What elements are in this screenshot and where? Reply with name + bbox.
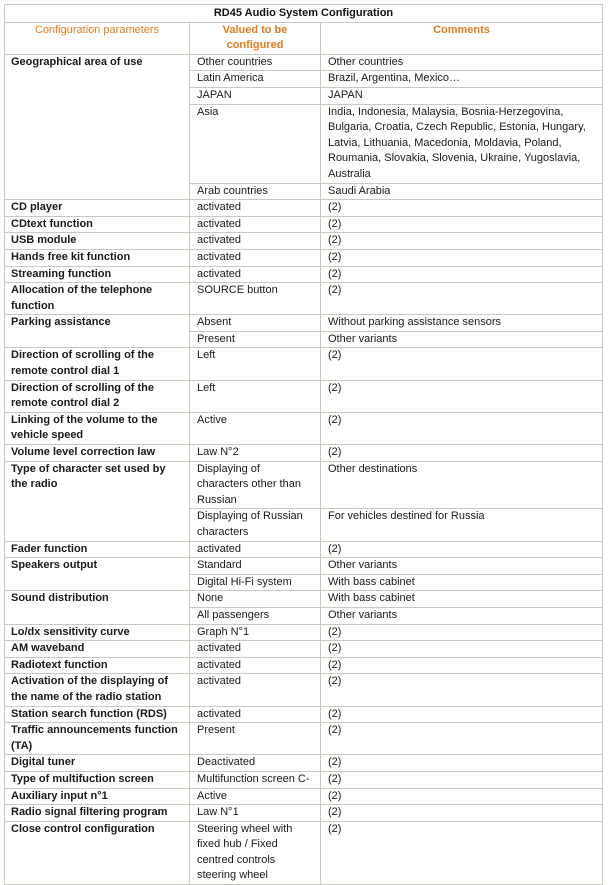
param-cell: AM waveband: [5, 641, 190, 658]
value-cell: Left: [190, 348, 321, 380]
comment-cell: (2): [321, 641, 603, 658]
table-row: [5, 624, 603, 641]
value-cell: Digital Hi-Fi system: [190, 574, 321, 591]
param-cell: USB module: [5, 233, 190, 250]
param-cell: Direction of scrolling of the remote control dial 1: [5, 348, 190, 380]
value-cell: Active: [190, 412, 321, 444]
value-cell: Multifunction screen C-: [190, 771, 321, 788]
param-cell: Linking of the volume to the vehicle speed: [5, 412, 190, 444]
value-cell: activated: [190, 266, 321, 283]
title-row: [5, 5, 603, 23]
comment-cell: For vehicles destined for Russia: [321, 509, 603, 541]
comment-cell: (2): [321, 805, 603, 822]
value-cell: Steering wheel with fixed hub / Fixed centred controls steering wheel: [190, 821, 321, 884]
comment-cell: (2): [321, 771, 603, 788]
comment-cell: (2): [321, 674, 603, 706]
comment-cell: Other countries: [321, 54, 603, 71]
value-cell: activated: [190, 249, 321, 266]
table-row: [5, 723, 603, 755]
table-row: [5, 461, 603, 509]
comment-cell: Brazil, Argentina, Mexico…: [321, 71, 603, 88]
param-cell: Fader function: [5, 541, 190, 558]
param-cell: Digital tuner: [5, 755, 190, 772]
header-comments: Comments: [321, 22, 603, 54]
value-cell: Absent: [190, 315, 321, 332]
value-cell: JAPAN: [190, 87, 321, 104]
comment-cell: (2): [321, 249, 603, 266]
value-cell: Present: [190, 723, 321, 755]
param-cell: Streaming function: [5, 266, 190, 283]
table-row: [5, 674, 603, 706]
value-cell: Asia: [190, 104, 321, 183]
comment-cell: With bass cabinet: [321, 591, 603, 608]
param-cell: Geographical area of use: [5, 54, 190, 199]
value-cell: Law N°2: [190, 445, 321, 462]
table-row: [5, 348, 603, 380]
comment-cell: (2): [321, 821, 603, 884]
value-cell: Displaying of Russian characters: [190, 509, 321, 541]
value-cell: activated: [190, 641, 321, 658]
table-row: [5, 771, 603, 788]
header-configuration-parameters: Configuration parameters: [5, 22, 190, 54]
comment-cell: (2): [321, 348, 603, 380]
value-cell: activated: [190, 233, 321, 250]
comment-cell: (2): [321, 233, 603, 250]
param-cell: Radio signal filtering program: [5, 805, 190, 822]
table-row: [5, 821, 603, 884]
table-row: [5, 233, 603, 250]
comment-cell: (2): [321, 706, 603, 723]
param-cell: Radiotext function: [5, 657, 190, 674]
param-cell: Activation of the displaying of the name of the radio station: [5, 674, 190, 706]
comment-cell: JAPAN: [321, 87, 603, 104]
table-row: [5, 54, 603, 71]
value-cell: Displaying of characters other than Russian: [190, 461, 321, 509]
table-title: RD45 Audio System Configuration: [5, 5, 603, 23]
param-cell: Lo/dx sensitivity curve: [5, 624, 190, 641]
value-cell: Law N°1: [190, 805, 321, 822]
comment-cell: (2): [321, 624, 603, 641]
comment-cell: Without parking assistance sensors: [321, 315, 603, 332]
configuration-table: [4, 4, 603, 885]
table-row: [5, 641, 603, 658]
param-cell: Auxiliary input n°1: [5, 788, 190, 805]
value-cell: Latin America: [190, 71, 321, 88]
table-row: [5, 541, 603, 558]
table-row: [5, 266, 603, 283]
value-cell: None: [190, 591, 321, 608]
value-cell: activated: [190, 216, 321, 233]
param-cell: Sound distribution: [5, 591, 190, 624]
table-row: [5, 558, 603, 575]
value-cell: activated: [190, 657, 321, 674]
comment-cell: (2): [321, 200, 603, 217]
comment-cell: With bass cabinet: [321, 574, 603, 591]
comment-cell: (2): [321, 541, 603, 558]
table-row: [5, 283, 603, 315]
param-cell: Traffic announcements function (TA): [5, 723, 190, 755]
comment-cell: (2): [321, 412, 603, 444]
value-cell: activated: [190, 706, 321, 723]
value-cell: All passengers: [190, 607, 321, 624]
param-cell: Hands free kit function: [5, 249, 190, 266]
comment-cell: (2): [321, 266, 603, 283]
param-cell: Close control configuration: [5, 821, 190, 884]
table-row: [5, 200, 603, 217]
comment-cell: Other variants: [321, 331, 603, 348]
table-row: [5, 657, 603, 674]
value-cell: Present: [190, 331, 321, 348]
header-value: Valued to be configured: [190, 22, 321, 54]
value-cell: activated: [190, 200, 321, 217]
comment-cell: (2): [321, 216, 603, 233]
table-row: [5, 216, 603, 233]
comment-cell: (2): [321, 755, 603, 772]
table-row: [5, 788, 603, 805]
table-row: [5, 249, 603, 266]
value-cell: Deactivated: [190, 755, 321, 772]
comment-cell: (2): [321, 380, 603, 412]
param-cell: Type of character set used by the radio: [5, 461, 190, 541]
comment-cell: (2): [321, 788, 603, 805]
param-cell: Direction of scrolling of the remote control dial 2: [5, 380, 190, 412]
param-cell: Volume level correction law: [5, 445, 190, 462]
value-cell: SOURCE button: [190, 283, 321, 315]
comment-cell: (2): [321, 283, 603, 315]
comment-cell: Other variants: [321, 558, 603, 575]
comment-cell: (2): [321, 445, 603, 462]
value-cell: activated: [190, 674, 321, 706]
param-cell: CDtext function: [5, 216, 190, 233]
param-cell: CD player: [5, 200, 190, 217]
table-row: [5, 805, 603, 822]
comment-cell: (2): [321, 657, 603, 674]
value-cell: Other countries: [190, 54, 321, 71]
comment-cell: (2): [321, 723, 603, 755]
param-cell: Parking assistance: [5, 315, 190, 348]
table-row: [5, 412, 603, 444]
table-row: [5, 380, 603, 412]
value-cell: Graph N°1: [190, 624, 321, 641]
header-row: [5, 22, 603, 54]
table-row: [5, 755, 603, 772]
param-cell: Type of multifuction screen: [5, 771, 190, 788]
comment-cell: Other variants: [321, 607, 603, 624]
value-cell: Left: [190, 380, 321, 412]
table-row: [5, 315, 603, 332]
table-row: [5, 591, 603, 608]
value-cell: Arab countries: [190, 183, 321, 200]
param-cell: Station search function (RDS): [5, 706, 190, 723]
comment-cell: Saudi Arabia: [321, 183, 603, 200]
value-cell: Active: [190, 788, 321, 805]
value-cell: activated: [190, 541, 321, 558]
param-cell: Speakers output: [5, 558, 190, 591]
value-cell: Standard: [190, 558, 321, 575]
comment-cell: Other destinations: [321, 461, 603, 509]
param-cell: Allocation of the telephone function: [5, 283, 190, 315]
comment-cell: India, Indonesia, Malaysia, Bosnia-Herzegovina, Bulgaria, Croatia, Czech Republic, Estonia, Hungary, Latvia, Lithuania, Macedonia, Moldavia, Poland, Roumania, Slovakia, Slovenia, Ukraine, Yugoslavia, Australia: [321, 104, 603, 183]
table-row: [5, 706, 603, 723]
table-row: [5, 445, 603, 462]
